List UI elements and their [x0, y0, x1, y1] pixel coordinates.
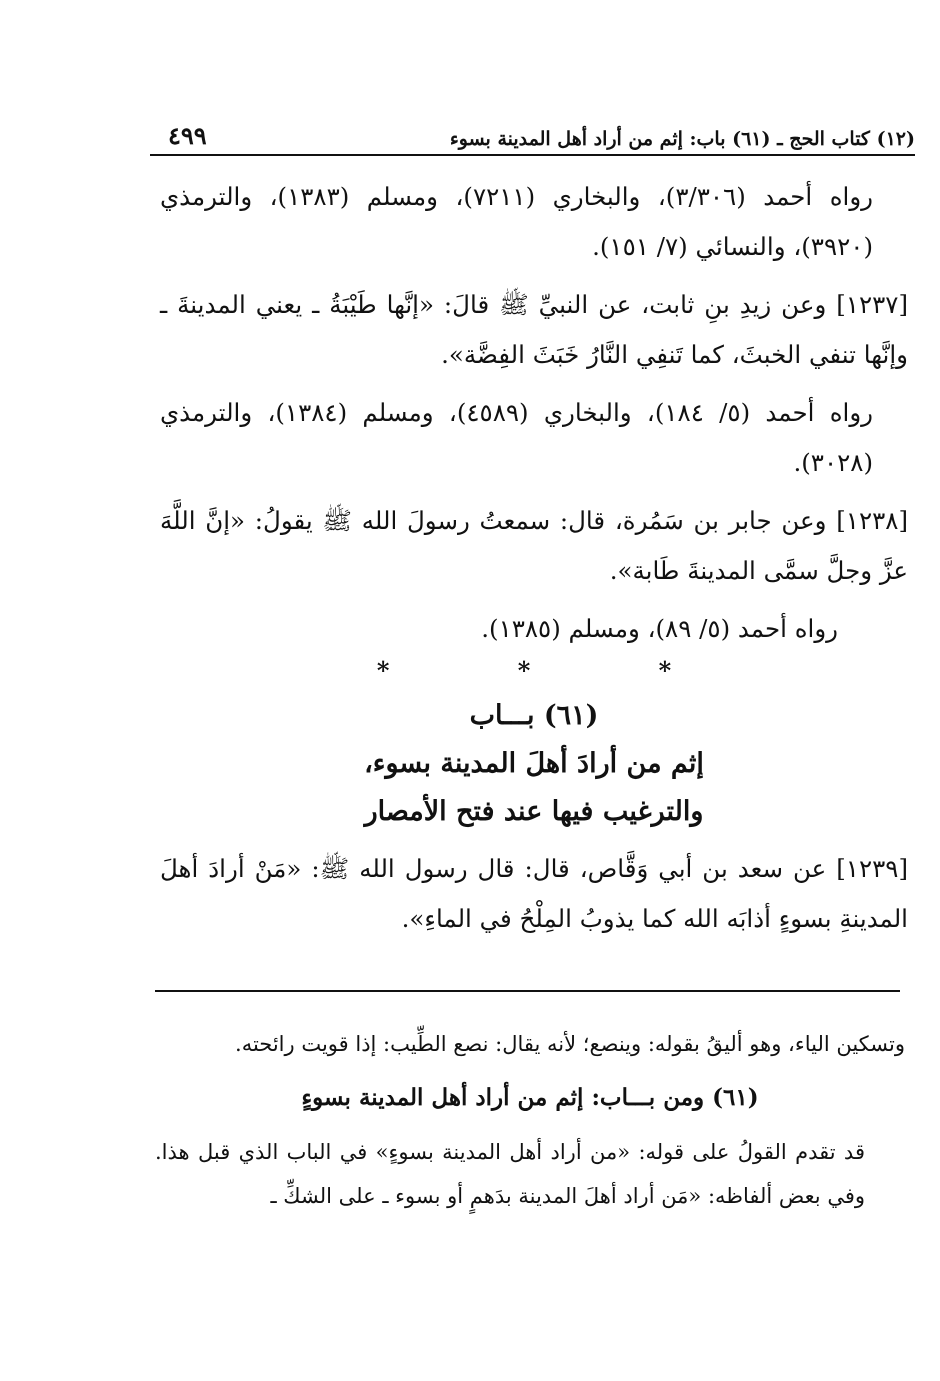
running-title: (١٢) كتاب الحج ـ (٦١) باب: إثم من أراد أهل المدينة بسوء	[449, 128, 915, 150]
commentary-paragraph-2: قد تقدم القولُ على قوله: «من أراد أهل المدينة بسوءٍ» في الباب الذي قبل هذا. وفي بعض ألفاظه: «مَن أراد أهلَ المدينة بدَهمٍ أو بسوء ـ على الشكِّ ـ	[155, 1140, 865, 1208]
chapter-title-line-1: إثم من أرادَ أهلَ المدينة بسوء،	[364, 748, 704, 779]
source-citation-1: رواه أحمد (٣/٣٠٦)، والبخاري (٧٢١١)، ومسلم (١٣٨٣)، والترمذي (٣٩٢٠)، والنسائي (٧/ ١٥١).	[160, 182, 874, 261]
section-divider-stars: * * *	[376, 656, 732, 685]
commentary-subheading: (٦١) ومن بـــاب: إثم من أراد أهل المدينة بسوءٍ	[301, 1084, 759, 1111]
commentary	[155, 1022, 905, 1222]
source-citation-3: رواه أحمد (٥/ ٨٩)، ومسلم (١٣٨٥).	[481, 614, 838, 643]
source-citation-2: رواه أحمد (٥/ ١٨٤)، والبخاري (٤٥٨٩)، ومسلم (١٣٨٤)، والترمذي (٣٠٢٨).	[160, 398, 873, 477]
hadith-1237: [١٢٣٧] وعن زيدِ بنِ ثابت، عن النبيِّ ﷺ قالَ: «إنَّها طَيْبَةُ ـ يعني المدينةَ ـ وإنَّها تنفي الخبثَ، كما تَنفِي النَّارُ خَبَثَ الفِضَّة».	[160, 290, 908, 369]
running-header	[150, 110, 915, 156]
page-number: ٤٩٩	[168, 121, 207, 150]
chapter-title-line-2: والترغيب فيها عند فتح الأمصار	[364, 796, 704, 827]
chapter-heading	[160, 692, 908, 836]
hadith-1238: [١٢٣٨] وعن جابر بن سَمُرة، قال: سمعتُ رسولَ الله ﷺ يقولُ: «إنَّ اللَّهَ عزَّ وجلَّ سمَّى المدينةَ طَابة».	[160, 506, 908, 585]
commentary-paragraph-1: وتسكين الياء، وهو أليقُ بقوله: وينصع؛ لأنه يقال: نصع الطِّيب: إذا قويت رائحته.	[235, 1032, 905, 1056]
chapter-number: (٦١) بـــاب	[469, 700, 599, 731]
main-text	[160, 172, 908, 952]
footnote-separator	[155, 990, 900, 992]
hadith-1239: [١٢٣٩] عن سعد بن أبي وَقَّاص، قال: قال رسول الله ﷺ: «مَنْ أرادَ أهلَ المدينةِ بسوءٍ أذابَه الله كما يذوبُ المِلْحُ في الماءِ».	[160, 854, 908, 933]
